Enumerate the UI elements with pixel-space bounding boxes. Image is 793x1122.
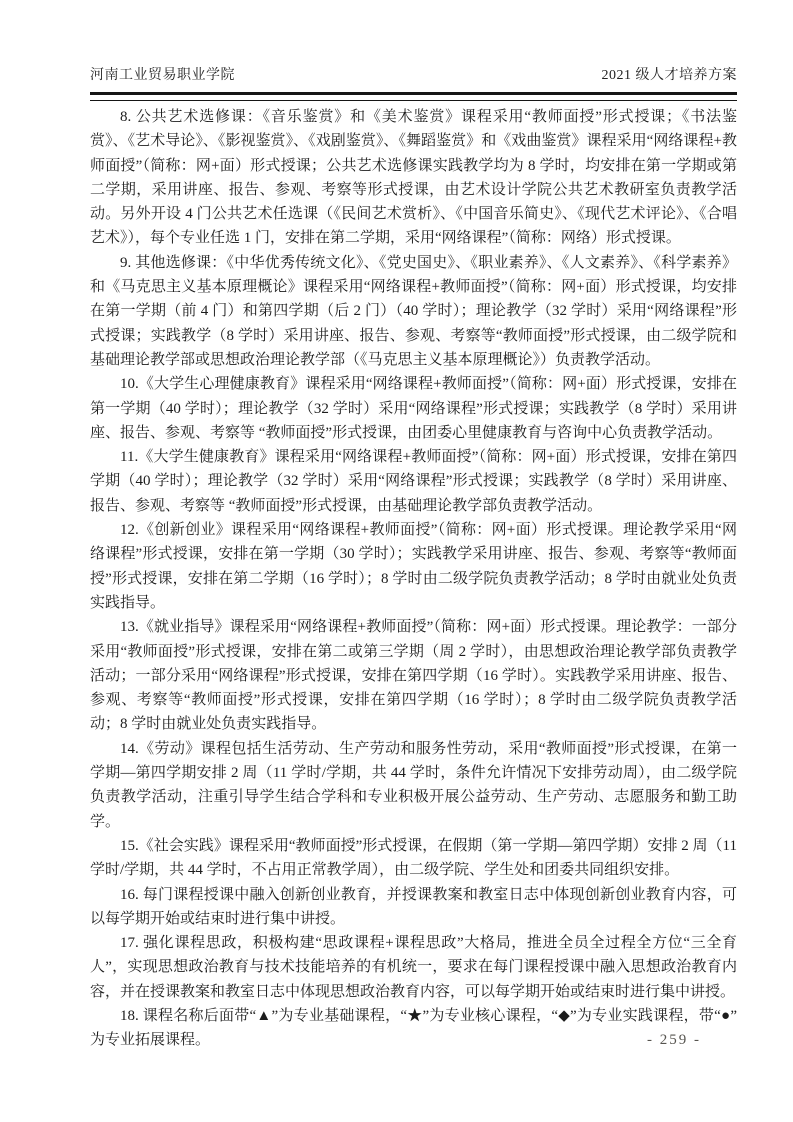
paragraph: 18. 课程名称后面带“▲”为专业基础课程，“★”为专业核心课程，“◆”为专业实践课程，带“●”为专业拓展课程。 bbox=[90, 1007, 737, 1049]
paragraph: 17. 强化课程思政，积极构建“思政课程+课程思政”大格局，推进全员全过程全方位“三全育人”，实现思想政治教育与技术技能培养的有机统一，要求在每门课程授课中融入思想政治教育内容，并在授课教案和教室日志中体现思想政治教育内容，可以每学期开始或结束时进行集中讲授。 bbox=[90, 935, 737, 1000]
paragraph: 9. 其他选修课：《中华优秀传统文化》、《党史国史》、《职业素养》、《人文素养》、《科学素养》和《马克思主义基本原理概论》课程采用“网络课程+教师面授”（简称：网+面）形式授课，均安排在第一学期（前 4 门）和第四学期（后 2 门）（40 学时）；理论教学（32 学时）采用“网络课程”形式授课；实践教学（8 学时）采用讲座、报告、参观、考察等“教师面授”形式授课，由二级学院和基础理论教学部或思想政治理论教学部（《马克思主义基本原理概论》）负责教学活动。 bbox=[90, 254, 737, 368]
page-header bbox=[90, 64, 737, 84]
paragraph: 11.《大学生健康教育》课程采用“网络课程+教师面授”（简称：网+面）形式授课，安排在第四学期（40 学时）；理论教学（32 学时）采用“网络课程”形式授课；实践教学（8 学时）采用讲座、报告、参观、考察等 “教师面授”形式授课，由基础理论教学部负责教学活动。 bbox=[90, 449, 737, 514]
paragraph: 15.《社会实践》课程采用“教师面授”形式授课，在假期（第一学期—第四学期）安排 2 周（11 学时/学期，共 44 学时，不占用正常教学周），由二级学院、学生处和团委共同组织安排。 bbox=[90, 837, 737, 879]
header-school-name: 河南工业贸易职业学院 bbox=[90, 68, 235, 83]
page-number: - 259 - bbox=[647, 1032, 701, 1048]
header-plan-title: 2021 级人才培养方案 bbox=[601, 68, 737, 83]
header-divider bbox=[90, 92, 737, 101]
page-footer bbox=[0, 1032, 793, 1049]
paragraph: 10.《大学生心理健康教育》课程采用“网络课程+教师面授”（简称：网+面）形式授课，安排在第一学期（40 学时）；理论教学（32 学时）采用“网络课程”形式授课；实践教学（8 学时）采用讲座、报告、参观、考察等 “教师面授”形式授课，由团委心里健康教育与咨询中心负责教学活动。 bbox=[90, 376, 737, 441]
paragraph: 8. 公共艺术选修课：《音乐鉴赏》和《美术鉴赏》课程采用“教师面授”形式授课；《书法鉴赏》、《艺术导论》、《影视鉴赏》、《戏剧鉴赏》、《舞蹈鉴赏》和《戏曲鉴赏》课程采用“网络课程+教师面授”（简称：网+面）形式授课；公共艺术选修课实践教学均为 8 学时，均安排在第一学期或第二学期，采用讲座、报告、参观、考察等形式授课，由艺术设计学院公共艺术教研室负责教学活动。另外开设 4 门公共艺术任选课（《民间艺术赏析》、《中国音乐简史》、《现代艺术评论》、《合唱艺术》），每个专业任选 1 门，安排在第二学期，采用“网络课程”（简称：网络）形式授课。 bbox=[90, 109, 737, 247]
document-body bbox=[90, 105, 737, 1053]
paragraph: 16. 每门课程授课中融入创新创业教育，并授课教案和教室日志中体现创新创业教育内容，可以每学期开始或结束时进行集中讲授。 bbox=[90, 886, 737, 927]
paragraph: 14.《劳动》课程包括生活劳动、生产劳动和服务性劳动，采用“教师面授”形式授课，在第一学期—第四学期安排 2 周（11 学时/学期，共 44 学时，条件允许情况下安排劳动周），由二级学院负责教学活动，注重引导学生结合学科和专业积极开展公益劳动、生产劳动、志愿服务和勤工助学。 bbox=[90, 740, 737, 830]
paragraph: 13.《就业指导》课程采用“网络课程+教师面授”（简称：网+面）形式授课。理论教学：一部分采用“教师面授”形式授课，安排在第二或第三学期（周 2 学时），由思想政治理论教学部负责教学活动；一部分采用“网络课程”形式授课，安排在第四学期（16 学时）。实践教学采用讲座、报告、参观、考察等“教师面授”形式授课，安排在第四学期（16 学时）；8 学时由二级学院负责教学活动；8 学时由就业处负责实践指导。 bbox=[90, 619, 737, 733]
paragraph: 12.《创新创业》课程采用“网络课程+教师面授”（简称：网+面）形式授课。理论教学采用“网络课程”形式授课，安排在第一学期（30 学时）；实践教学采用讲座、报告、参观、考察等“教师面授”形式授课，安排在第二学期（16 学时）；8 学时由二级学院负责教学活动；8 学时由就业处负责实践指导。 bbox=[90, 522, 737, 611]
